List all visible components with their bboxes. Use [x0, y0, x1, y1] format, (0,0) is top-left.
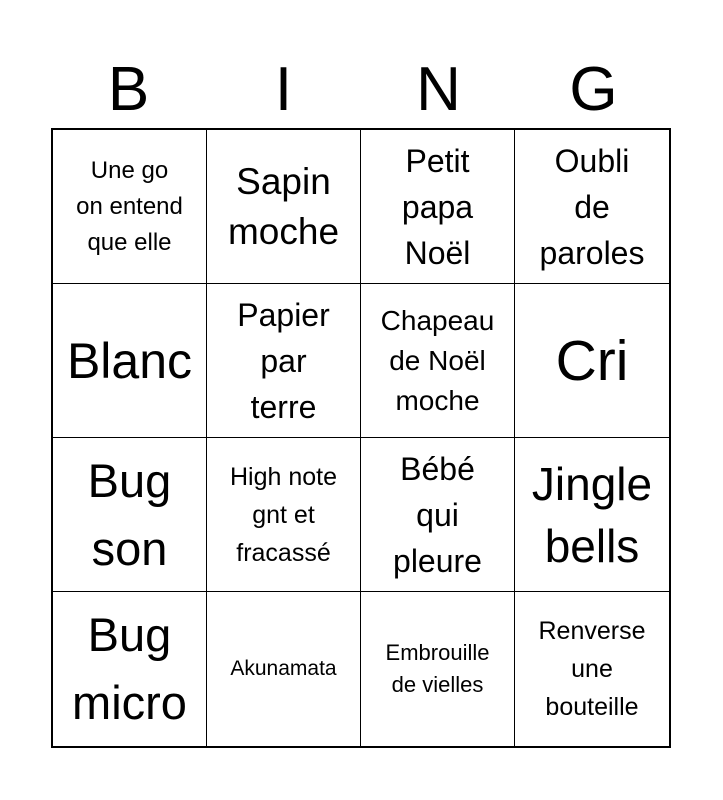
- bingo-cell-label: Bébé qui pleure: [393, 450, 482, 579]
- bingo-cell[interactable]: [361, 438, 515, 592]
- bingo-cell-label: Embrouille de vielles: [385, 640, 490, 697]
- bingo-cell[interactable]: [515, 592, 669, 746]
- bingo-cell-label: Akunamata: [230, 657, 337, 680]
- bingo-cell-label: Cri: [555, 328, 629, 393]
- bingo-cell[interactable]: [53, 592, 207, 746]
- bingo-cell[interactable]: [361, 130, 515, 284]
- bingo-card-grid: [51, 128, 671, 748]
- bingo-cell[interactable]: [515, 438, 669, 592]
- bingo-cell-label: Bug micro: [72, 608, 187, 729]
- bingo-cell[interactable]: [207, 592, 361, 746]
- bingo-cell-label: Papier par terre: [237, 296, 330, 425]
- bingo-header: [51, 52, 671, 128]
- bingo-cell[interactable]: [515, 130, 669, 284]
- bingo-cell-label: Jingle bells: [531, 457, 653, 572]
- header-letter-g: G: [569, 55, 618, 124]
- bingo-cell-label: Sapin moche: [227, 160, 340, 252]
- bingo-cell-label: Petit papa Noël: [401, 142, 474, 271]
- bingo-cell-label: Renverse une bouteille: [538, 617, 646, 721]
- bingo-cell-label: High note gnt et fracassé: [229, 462, 338, 567]
- bingo-cell[interactable]: [53, 438, 207, 592]
- bingo-cell[interactable]: [207, 284, 361, 438]
- bingo-cell-label: Blanc: [66, 332, 193, 389]
- bingo-cell-label: Oubli de paroles: [539, 142, 645, 271]
- bingo-cell-label: Bug son: [87, 453, 172, 575]
- header-letter-i: I: [274, 55, 293, 124]
- bingo-cell-label: Chapeau de Noël moche: [380, 304, 495, 416]
- bingo-cell[interactable]: [53, 284, 207, 438]
- bingo-cell[interactable]: [207, 438, 361, 592]
- bingo-cell-label: Une go on entend que elle: [76, 156, 183, 256]
- header-letter-n: N: [416, 55, 461, 124]
- bingo-cell[interactable]: [207, 130, 361, 284]
- bingo-cell[interactable]: [53, 130, 207, 284]
- header-letter-b: B: [107, 55, 150, 124]
- bingo-cell[interactable]: [361, 592, 515, 746]
- bingo-cell[interactable]: [361, 284, 515, 438]
- bingo-cell[interactable]: [515, 284, 669, 438]
